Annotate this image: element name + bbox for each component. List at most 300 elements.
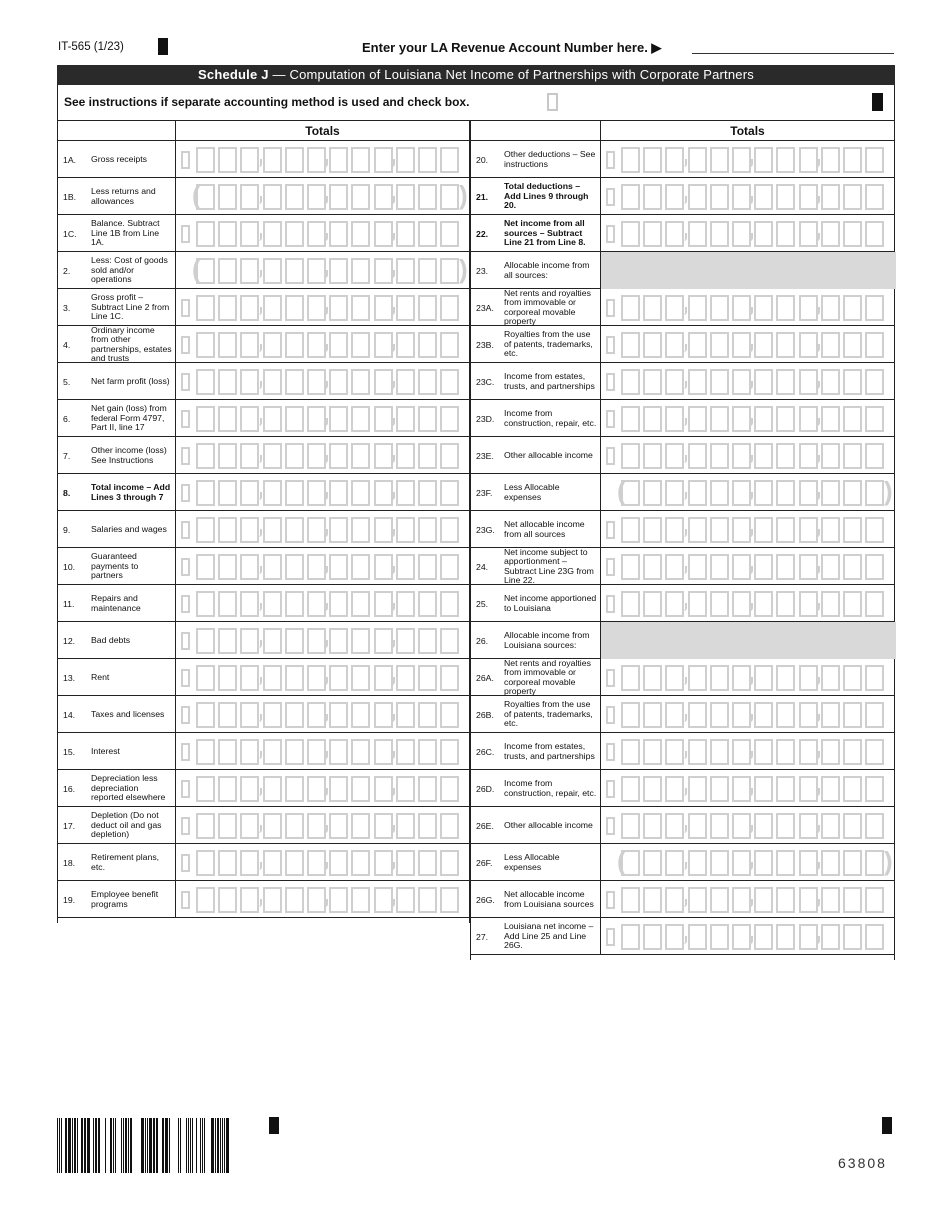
digit-box[interactable] (418, 258, 437, 284)
sign-box[interactable] (606, 410, 615, 428)
digit-box[interactable] (688, 665, 707, 691)
digit-box[interactable] (621, 332, 640, 358)
digit-box[interactable] (396, 591, 415, 617)
digit-box[interactable] (396, 850, 415, 876)
digit-box[interactable] (776, 406, 795, 432)
digit-box[interactable] (754, 554, 773, 580)
digit-box[interactable] (865, 776, 884, 802)
digit-box[interactable] (776, 887, 795, 913)
digit-box[interactable] (821, 332, 840, 358)
digit-box[interactable] (196, 628, 215, 654)
digit-box[interactable] (263, 702, 282, 728)
amount-field[interactable] (175, 215, 471, 252)
digit-box[interactable] (732, 739, 751, 765)
digit-box[interactable] (710, 887, 729, 913)
digit-box[interactable] (865, 702, 884, 728)
digit-box[interactable] (329, 184, 348, 210)
digit-box[interactable] (285, 369, 304, 395)
digit-box[interactable] (710, 369, 729, 395)
digit-box[interactable] (665, 517, 684, 543)
digit-box[interactable] (418, 702, 437, 728)
digit-box[interactable] (329, 628, 348, 654)
digit-box[interactable] (799, 665, 818, 691)
digit-box[interactable] (710, 517, 729, 543)
digit-box[interactable] (218, 850, 237, 876)
sign-box[interactable] (606, 817, 615, 835)
digit-box[interactable] (418, 517, 437, 543)
digit-box[interactable] (688, 554, 707, 580)
digit-box[interactable] (374, 369, 393, 395)
digit-box[interactable] (374, 776, 393, 802)
digit-box[interactable] (665, 369, 684, 395)
amount-field[interactable] (175, 733, 471, 770)
digit-box[interactable] (754, 332, 773, 358)
digit-box[interactable] (843, 813, 862, 839)
digit-box[interactable] (688, 517, 707, 543)
digit-box[interactable] (285, 665, 304, 691)
amount-field[interactable] (600, 289, 896, 326)
digit-box[interactable] (307, 591, 326, 617)
digit-box[interactable] (865, 591, 884, 617)
sign-box[interactable] (606, 151, 615, 169)
digit-box[interactable] (218, 887, 237, 913)
digit-box[interactable] (285, 739, 304, 765)
digit-box[interactable] (821, 184, 840, 210)
digit-box[interactable] (843, 517, 862, 543)
digit-box[interactable] (285, 591, 304, 617)
digit-box[interactable] (218, 739, 237, 765)
digit-box[interactable] (374, 480, 393, 506)
digit-box[interactable] (688, 924, 707, 950)
digit-box[interactable] (218, 776, 237, 802)
digit-box[interactable] (440, 406, 459, 432)
digit-box[interactable] (665, 850, 684, 876)
digit-box[interactable] (285, 554, 304, 580)
amount-field[interactable] (175, 881, 471, 918)
digit-box[interactable] (196, 406, 215, 432)
digit-box[interactable] (643, 147, 662, 173)
amount-field[interactable] (175, 474, 471, 511)
digit-box[interactable] (418, 406, 437, 432)
digit-box[interactable] (665, 554, 684, 580)
digit-box[interactable] (688, 184, 707, 210)
digit-box[interactable] (732, 480, 751, 506)
digit-box[interactable] (240, 887, 259, 913)
digit-box[interactable] (418, 332, 437, 358)
digit-box[interactable] (776, 517, 795, 543)
digit-box[interactable] (754, 813, 773, 839)
digit-box[interactable] (329, 147, 348, 173)
sign-box[interactable] (181, 447, 190, 465)
digit-box[interactable] (351, 813, 370, 839)
digit-box[interactable] (329, 443, 348, 469)
digit-box[interactable] (688, 702, 707, 728)
digit-box[interactable] (710, 332, 729, 358)
digit-box[interactable] (218, 369, 237, 395)
sign-box[interactable] (181, 373, 190, 391)
digit-box[interactable] (732, 702, 751, 728)
sign-box[interactable] (181, 336, 190, 354)
digit-box[interactable] (418, 554, 437, 580)
digit-box[interactable] (329, 813, 348, 839)
digit-box[interactable] (776, 665, 795, 691)
digit-box[interactable] (218, 702, 237, 728)
digit-box[interactable] (643, 221, 662, 247)
digit-box[interactable] (418, 184, 437, 210)
sign-box[interactable] (181, 706, 190, 724)
digit-box[interactable] (665, 332, 684, 358)
digit-box[interactable] (843, 887, 862, 913)
digit-box[interactable] (643, 184, 662, 210)
amount-field[interactable] (600, 770, 896, 807)
digit-box[interactable] (440, 221, 459, 247)
digit-box[interactable] (843, 406, 862, 432)
digit-box[interactable] (263, 480, 282, 506)
digit-box[interactable] (643, 887, 662, 913)
digit-box[interactable] (263, 147, 282, 173)
digit-box[interactable] (821, 221, 840, 247)
digit-box[interactable] (821, 776, 840, 802)
digit-box[interactable] (799, 221, 818, 247)
digit-box[interactable] (329, 517, 348, 543)
digit-box[interactable] (374, 850, 393, 876)
digit-box[interactable] (643, 813, 662, 839)
digit-box[interactable] (263, 295, 282, 321)
digit-box[interactable] (732, 369, 751, 395)
digit-box[interactable] (329, 887, 348, 913)
digit-box[interactable] (285, 221, 304, 247)
sign-box[interactable] (181, 558, 190, 576)
digit-box[interactable] (754, 850, 773, 876)
digit-box[interactable] (776, 554, 795, 580)
digit-box[interactable] (351, 628, 370, 654)
digit-box[interactable] (396, 665, 415, 691)
digit-box[interactable] (865, 517, 884, 543)
digit-box[interactable] (665, 665, 684, 691)
amount-field[interactable] (175, 622, 471, 659)
digit-box[interactable] (196, 443, 215, 469)
digit-box[interactable] (643, 554, 662, 580)
digit-box[interactable] (329, 591, 348, 617)
digit-box[interactable] (776, 369, 795, 395)
digit-box[interactable] (440, 702, 459, 728)
digit-box[interactable] (285, 776, 304, 802)
digit-box[interactable] (418, 665, 437, 691)
digit-box[interactable] (307, 665, 326, 691)
digit-box[interactable] (240, 258, 259, 284)
amount-field[interactable] (600, 400, 896, 437)
digit-box[interactable] (418, 147, 437, 173)
digit-box[interactable] (240, 628, 259, 654)
digit-box[interactable] (218, 147, 237, 173)
digit-box[interactable] (732, 295, 751, 321)
sign-box[interactable] (181, 891, 190, 909)
sign-box[interactable] (181, 669, 190, 687)
sign-box[interactable] (606, 780, 615, 798)
digit-box[interactable] (218, 480, 237, 506)
digit-box[interactable] (263, 184, 282, 210)
digit-box[interactable] (374, 665, 393, 691)
separate-accounting-checkbox[interactable] (547, 93, 558, 111)
digit-box[interactable] (351, 480, 370, 506)
digit-box[interactable] (329, 406, 348, 432)
digit-box[interactable] (263, 739, 282, 765)
digit-box[interactable] (440, 443, 459, 469)
digit-box[interactable] (776, 147, 795, 173)
digit-box[interactable] (329, 480, 348, 506)
digit-box[interactable] (307, 295, 326, 321)
sign-box[interactable] (606, 188, 615, 206)
digit-box[interactable] (440, 517, 459, 543)
digit-box[interactable] (351, 776, 370, 802)
digit-box[interactable] (776, 480, 795, 506)
digit-box[interactable] (643, 295, 662, 321)
digit-box[interactable] (665, 443, 684, 469)
digit-box[interactable] (865, 406, 884, 432)
sign-box[interactable] (181, 521, 190, 539)
digit-box[interactable] (776, 295, 795, 321)
digit-box[interactable] (732, 665, 751, 691)
digit-box[interactable] (821, 702, 840, 728)
digit-box[interactable] (218, 554, 237, 580)
digit-box[interactable] (196, 517, 215, 543)
amount-field[interactable] (600, 511, 896, 548)
digit-box[interactable] (621, 406, 640, 432)
digit-box[interactable] (351, 702, 370, 728)
digit-box[interactable] (374, 887, 393, 913)
amount-field[interactable] (175, 326, 471, 363)
digit-box[interactable] (665, 591, 684, 617)
digit-box[interactable] (329, 850, 348, 876)
digit-box[interactable] (776, 221, 795, 247)
digit-box[interactable] (710, 739, 729, 765)
digit-box[interactable] (196, 850, 215, 876)
amount-field[interactable] (600, 326, 896, 363)
digit-box[interactable] (374, 517, 393, 543)
sign-box[interactable] (181, 595, 190, 613)
digit-box[interactable] (329, 554, 348, 580)
digit-box[interactable] (754, 480, 773, 506)
digit-box[interactable] (196, 258, 215, 284)
digit-box[interactable] (621, 517, 640, 543)
digit-box[interactable] (240, 517, 259, 543)
digit-box[interactable] (621, 850, 640, 876)
digit-box[interactable] (218, 517, 237, 543)
digit-box[interactable] (710, 776, 729, 802)
digit-box[interactable] (710, 147, 729, 173)
digit-box[interactable] (351, 332, 370, 358)
digit-box[interactable] (799, 813, 818, 839)
digit-box[interactable] (240, 406, 259, 432)
digit-box[interactable] (821, 369, 840, 395)
digit-box[interactable] (710, 702, 729, 728)
sign-box[interactable] (606, 595, 615, 613)
digit-box[interactable] (218, 628, 237, 654)
digit-box[interactable] (688, 813, 707, 839)
digit-box[interactable] (307, 517, 326, 543)
amount-field[interactable] (175, 548, 471, 585)
digit-box[interactable] (665, 887, 684, 913)
amount-field[interactable] (600, 696, 896, 733)
digit-box[interactable] (351, 369, 370, 395)
digit-box[interactable] (440, 480, 459, 506)
amount-field[interactable] (175, 141, 471, 178)
digit-box[interactable] (776, 443, 795, 469)
digit-box[interactable] (196, 813, 215, 839)
digit-box[interactable] (865, 332, 884, 358)
digit-box[interactable] (418, 887, 437, 913)
digit-box[interactable] (240, 739, 259, 765)
digit-box[interactable] (374, 295, 393, 321)
digit-box[interactable] (754, 406, 773, 432)
digit-box[interactable] (621, 776, 640, 802)
digit-box[interactable] (710, 184, 729, 210)
digit-box[interactable] (263, 258, 282, 284)
digit-box[interactable] (218, 221, 237, 247)
digit-box[interactable] (307, 221, 326, 247)
amount-field[interactable] (175, 844, 471, 881)
digit-box[interactable] (351, 665, 370, 691)
digit-box[interactable] (754, 184, 773, 210)
digit-box[interactable] (285, 850, 304, 876)
digit-box[interactable] (418, 739, 437, 765)
amount-field[interactable] (175, 807, 471, 844)
digit-box[interactable] (754, 924, 773, 950)
digit-box[interactable] (643, 591, 662, 617)
digit-box[interactable] (821, 443, 840, 469)
digit-box[interactable] (843, 924, 862, 950)
digit-box[interactable] (263, 554, 282, 580)
digit-box[interactable] (732, 591, 751, 617)
digit-box[interactable] (240, 702, 259, 728)
digit-box[interactable] (754, 887, 773, 913)
digit-box[interactable] (418, 221, 437, 247)
digit-box[interactable] (196, 295, 215, 321)
digit-box[interactable] (440, 628, 459, 654)
digit-box[interactable] (821, 813, 840, 839)
digit-box[interactable] (799, 776, 818, 802)
digit-box[interactable] (263, 665, 282, 691)
digit-box[interactable] (621, 184, 640, 210)
digit-box[interactable] (732, 332, 751, 358)
digit-box[interactable] (263, 443, 282, 469)
digit-box[interactable] (665, 221, 684, 247)
digit-box[interactable] (307, 813, 326, 839)
digit-box[interactable] (351, 406, 370, 432)
digit-box[interactable] (710, 221, 729, 247)
digit-box[interactable] (643, 480, 662, 506)
digit-box[interactable] (643, 369, 662, 395)
digit-box[interactable] (440, 332, 459, 358)
digit-box[interactable] (263, 369, 282, 395)
digit-box[interactable] (418, 776, 437, 802)
digit-box[interactable] (732, 184, 751, 210)
digit-box[interactable] (710, 591, 729, 617)
digit-box[interactable] (754, 702, 773, 728)
digit-box[interactable] (799, 480, 818, 506)
digit-box[interactable] (799, 924, 818, 950)
digit-box[interactable] (843, 739, 862, 765)
amount-field[interactable] (175, 289, 471, 326)
digit-box[interactable] (285, 480, 304, 506)
digit-box[interactable] (218, 295, 237, 321)
digit-box[interactable] (776, 702, 795, 728)
digit-box[interactable] (688, 369, 707, 395)
digit-box[interactable] (843, 665, 862, 691)
digit-box[interactable] (285, 628, 304, 654)
digit-box[interactable] (351, 517, 370, 543)
digit-box[interactable] (843, 480, 862, 506)
digit-box[interactable] (754, 776, 773, 802)
digit-box[interactable] (240, 850, 259, 876)
digit-box[interactable] (710, 924, 729, 950)
digit-box[interactable] (307, 184, 326, 210)
digit-box[interactable] (329, 332, 348, 358)
digit-box[interactable] (688, 739, 707, 765)
digit-box[interactable] (263, 221, 282, 247)
digit-box[interactable] (374, 332, 393, 358)
digit-box[interactable] (799, 554, 818, 580)
digit-box[interactable] (418, 480, 437, 506)
digit-box[interactable] (307, 776, 326, 802)
digit-box[interactable] (263, 628, 282, 654)
digit-box[interactable] (665, 295, 684, 321)
sign-box[interactable] (181, 151, 190, 169)
digit-box[interactable] (196, 591, 215, 617)
digit-box[interactable] (732, 924, 751, 950)
digit-box[interactable] (196, 184, 215, 210)
digit-box[interactable] (799, 184, 818, 210)
sign-box[interactable] (181, 632, 190, 650)
digit-box[interactable] (396, 776, 415, 802)
digit-box[interactable] (710, 443, 729, 469)
digit-box[interactable] (240, 221, 259, 247)
digit-box[interactable] (396, 295, 415, 321)
amount-field[interactable] (175, 252, 471, 289)
digit-box[interactable] (865, 665, 884, 691)
digit-box[interactable] (821, 924, 840, 950)
digit-box[interactable] (843, 702, 862, 728)
digit-box[interactable] (776, 924, 795, 950)
digit-box[interactable] (418, 369, 437, 395)
digit-box[interactable] (688, 295, 707, 321)
digit-box[interactable] (240, 480, 259, 506)
digit-box[interactable] (865, 850, 884, 876)
digit-box[interactable] (218, 591, 237, 617)
digit-box[interactable] (799, 739, 818, 765)
digit-box[interactable] (440, 739, 459, 765)
amount-field[interactable] (600, 844, 896, 881)
digit-box[interactable] (351, 850, 370, 876)
digit-box[interactable] (843, 184, 862, 210)
digit-box[interactable] (374, 813, 393, 839)
digit-box[interactable] (218, 406, 237, 432)
digit-box[interactable] (754, 739, 773, 765)
digit-box[interactable] (621, 702, 640, 728)
digit-box[interactable] (396, 147, 415, 173)
digit-box[interactable] (665, 702, 684, 728)
digit-box[interactable] (196, 554, 215, 580)
digit-box[interactable] (821, 480, 840, 506)
digit-box[interactable] (374, 443, 393, 469)
digit-box[interactable] (665, 739, 684, 765)
digit-box[interactable] (710, 813, 729, 839)
digit-box[interactable] (351, 147, 370, 173)
digit-box[interactable] (688, 776, 707, 802)
digit-box[interactable] (218, 332, 237, 358)
digit-box[interactable] (440, 850, 459, 876)
digit-box[interactable] (196, 221, 215, 247)
